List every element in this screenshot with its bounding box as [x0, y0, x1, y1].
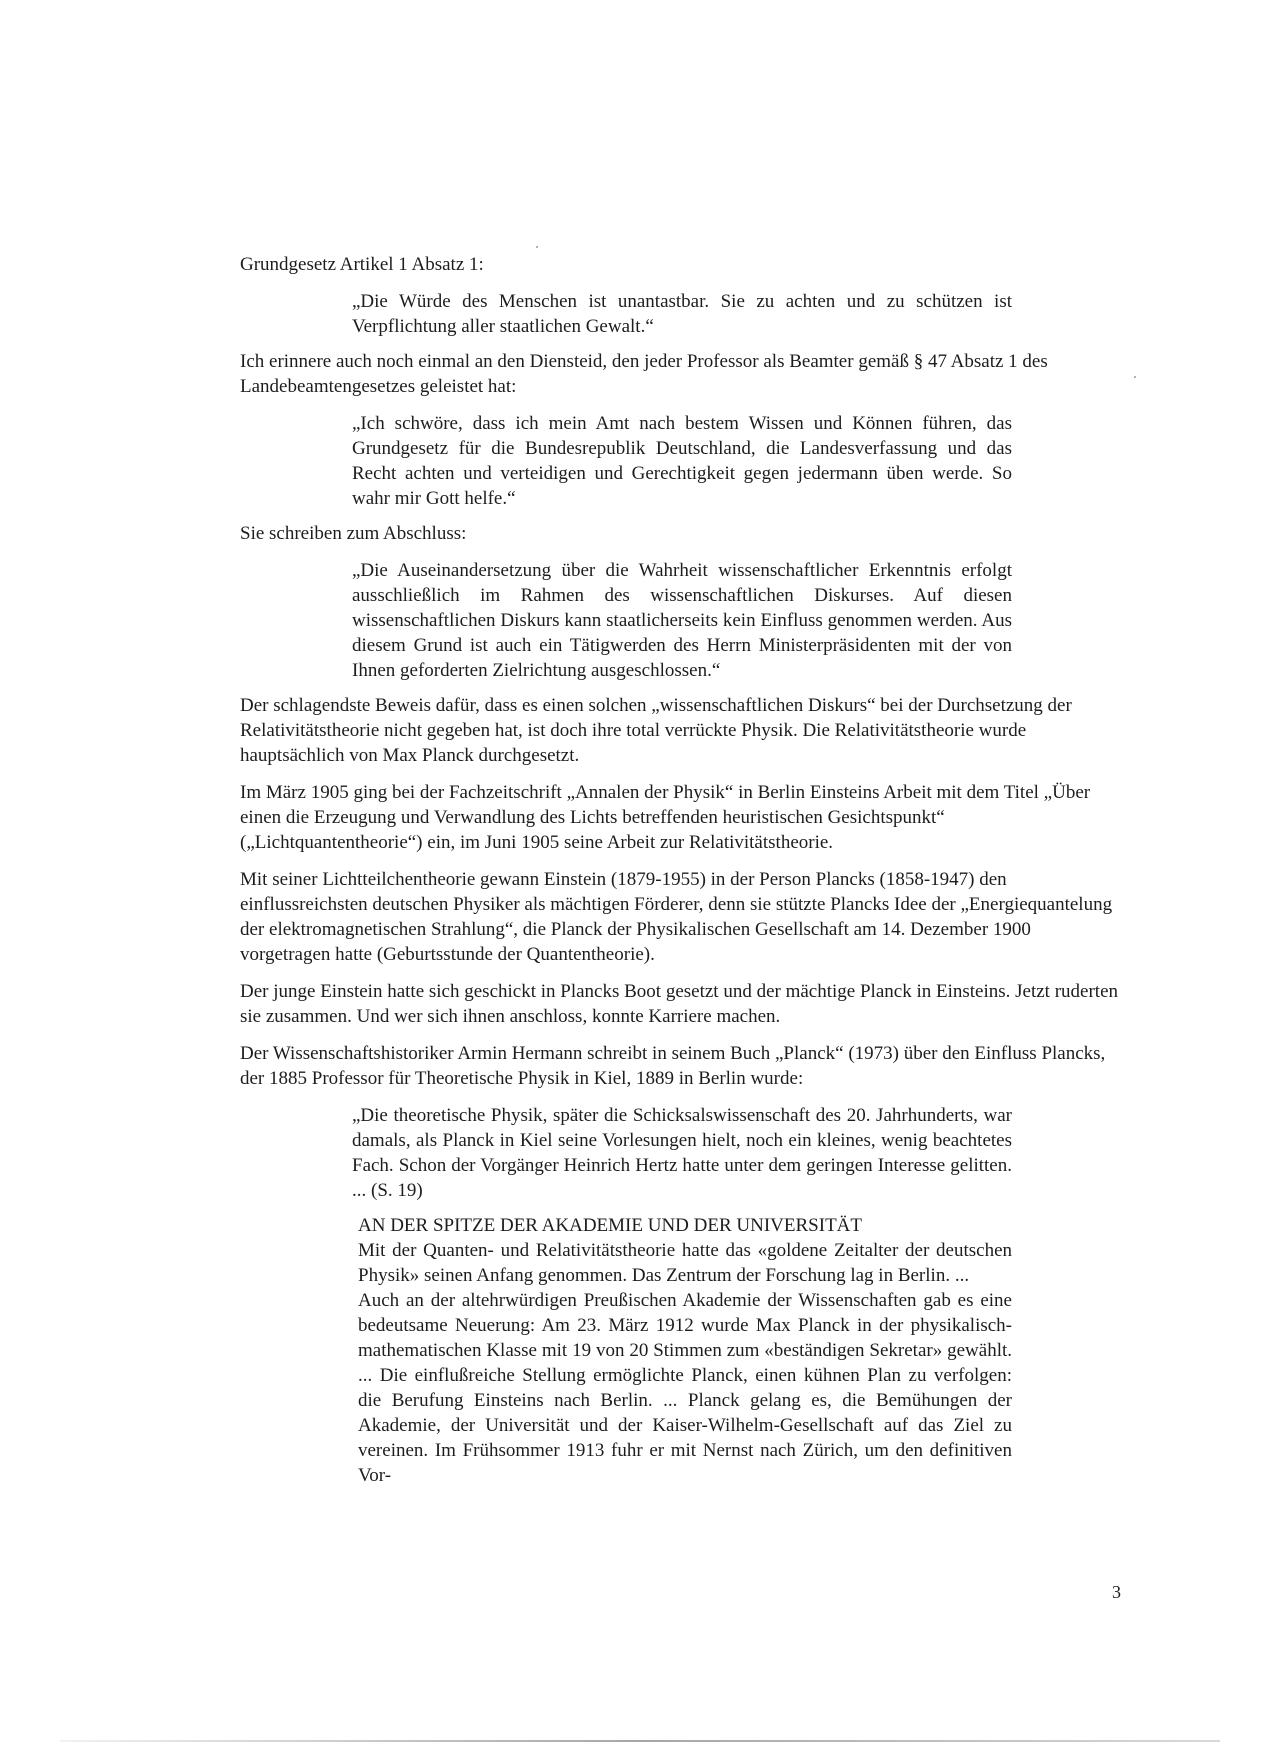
- scan-edge-line: [60, 1740, 1220, 1742]
- quote-hermann-2: Mit der Quanten- und Relativitätstheorie hatte das «goldene Zeitalter der deutschen Physik» seinen Anfang genommen. Das Zentrum der Forschung lag in Berlin. ...: [358, 1240, 1012, 1286]
- quote-abschluss: „Die Auseinandersetzung über die Wahrheit wissenschaftlicher Erkenntnis erfolgt ausschließlich im Rahmen des wissenschaftlichen Diskurses. Auf diesen wissenschaftlichen Diskurs kann staatlicherseits kein Einfluss genommen werden. Aus diesem Grund ist auch ein Tätigwerden des Herrn Ministerpräsidenten mit der von Ihnen geforderten Zielrichtung ausgeschlossen.“: [352, 560, 1012, 681]
- paragraph-beweis: Der schlagendste Beweis dafür, dass es einen solchen „wissenschaftlichen Diskurs“ bei der Durchsetzung der Relativitätstheorie nicht gegeben hat, ist doch ihre total verrückte Physik. Die Relativitätstheorie wurde hauptsächlich von Max Planck durchgesetzt.: [240, 695, 1072, 766]
- paragraph-diensteid: Ich erinnere auch noch einmal an den Diensteid, den jeder Professor als Beamter gemäß § 47 Absatz 1 des Landebeamtengesetzes geleistet hat:: [240, 351, 1048, 397]
- quote-hermann-3: Auch an der altehrwürdigen Preußischen Akademie der Wissenschaften gab es eine bedeutsame Neuerung: Am 23. März 1912 wurde Max Planck in der physikalisch-mathematischen Klasse mit 19 von 20 Stimmen zum «beständigen Sekretar» gewählt. ... Die einflußreiche Stellung ermöglichte Planck, einen kühnen Plan zu verfolgen: die Berufung Einsteins nach Berlin. ... Planck gelang es, die Bemühungen der Akademie, der Universität und der Kaiser-Wilhelm-Gesellschaft auf das Ziel zu vereinen. Im Frühsommer 1913 fuhr er mit Nernst nach Zürich, um den definitiven Vor-: [358, 1290, 1012, 1486]
- quote-hermann-1: „Die theoretische Physik, später die Schicksalswissenschaft des 20. Jahrhunderts, war damals, als Planck in Kiel seine Vorlesungen hielt, noch ein kleines, wenig beachtetes Fach. Schon der Vorgänger Heinrich Hertz hatte unter dem geringen Interesse gelitten. ... (S. 19): [352, 1105, 1012, 1201]
- paragraph-abschluss: Sie schreiben zum Abschluss:: [240, 523, 467, 544]
- paragraph-maerz-1905: Im März 1905 ging bei der Fachzeitschrift „Annalen der Physik“ in Berlin Einsteins Arbeit mit dem Titel „Über einen die Erzeugung und Verwandlung des Lichts betreffenden heuristischen Gesichtspunkt“ („Lichtquantentheorie“) ein, im Juni 1905 seine Arbeit zur Relativitätstheorie.: [240, 782, 1091, 853]
- quote-diensteid: „Ich schwöre, dass ich mein Amt nach bestem Wissen und Können führen, das Grundgesetz für die Bundesrepublik Deutschland, die Landesverfassung und das Recht achten und verteidigen und Gerechtigkeit gegen jedermann üben werde. So wahr mir Gott helfe.“: [352, 413, 1012, 509]
- intro-line: Grundgesetz Artikel 1 Absatz 1:: [240, 254, 484, 275]
- quote-grundgesetz: „Die Würde des Menschen ist unantastbar. Sie zu achten und zu schützen ist Verpflichtung aller staatlichen Gewalt.“: [352, 291, 1012, 337]
- document-body: [240, 252, 1120, 1488]
- quote-section-heading: AN DER SPITZE DER AKADEMIE UND DER UNIVERSITÄT: [358, 1215, 863, 1236]
- paragraph-hermann: Der Wissenschaftshistoriker Armin Hermann schreibt in seinem Buch „Planck“ (1973) über den Einfluss Plancks, der 1885 Professor für Theoretische Physik in Kiel, 1889 in Berlin wurde:: [240, 1043, 1106, 1089]
- scan-speck: [536, 246, 538, 248]
- paragraph-einstein-planck: Der junge Einstein hatte sich geschickt in Plancks Boot gesetzt und der mächtige Planck in Einsteins. Jetzt ruderten sie zusammen. Und wer sich ihnen anschloss, konnte Karriere machen.: [240, 981, 1118, 1027]
- paragraph-lichtteilchentheorie: Mit seiner Lichtteilchentheorie gewann Einstein (1879-1955) in der Person Plancks (1858-1947) den einflussreichsten deutschen Physiker als mächtigen Förderer, denn sie stützte Plancks Idee der „Energiequantelung der elektromagnetischen Strahlung“, die Planck der Physikalischen Gesellschaft am 14. Dezember 1900 vorgetragen hatte (Geburtsstunde der Quantentheorie).: [240, 869, 1113, 965]
- page-number: 3: [1112, 1582, 1121, 1602]
- scan-speck: [1134, 376, 1136, 378]
